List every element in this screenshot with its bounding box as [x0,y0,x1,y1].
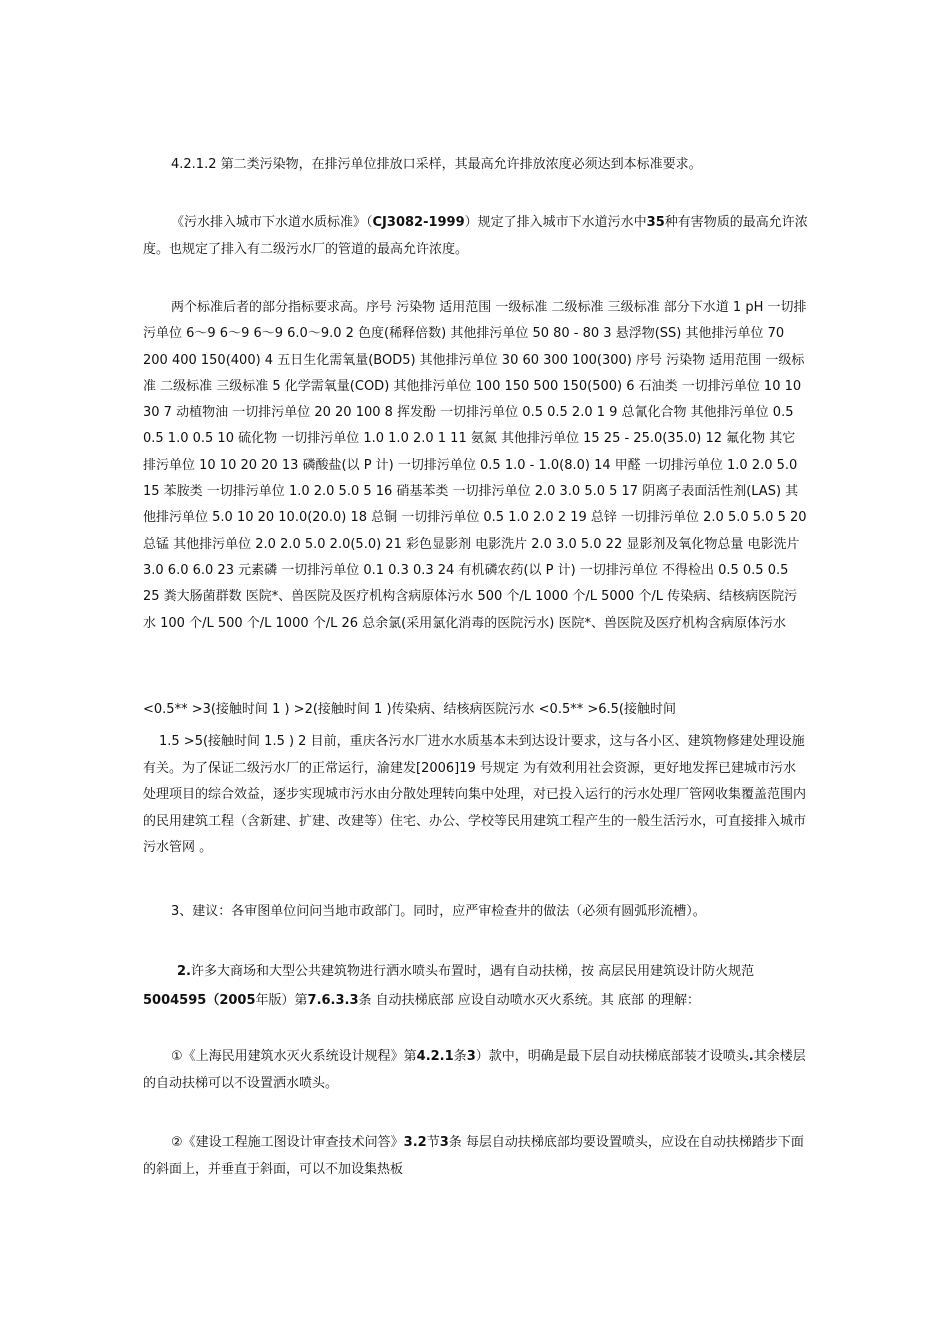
item-number: 3 [466,1049,476,1064]
punctuation: . [748,1049,754,1064]
paragraph-text: 4.2.1.2 第二类污染物，在排污单位排放口采样，其最高允许排放浓度必须达到本标准要求。 [171,157,702,172]
paragraph-text: 条 每层自动扶梯底部均要设置喷头，应设在自动扶梯踏步下面的斜面上，并垂直于斜面，可以不加设集热板 [143,1135,804,1177]
paragraph-text: 3、建议：各审图单位问问当地市政部门。同时，应严审检查井的做法（必须有圆弧形流槽）。 [171,904,706,919]
paragraph-text: 年版）第 [255,993,308,1008]
paragraph-standards-table-text [143,295,808,637]
paragraph-text: 目前，重庆各污水厂进水水质基本未到达设计要求，这与各小区、建筑物修建处理设施有关。为了保证二级污水厂的正常运行，渝建发[2006]19 号规定 为有效利用社会资源，更好地发挥已建城市污水处理项目的综合效益，逐步实现城市污水由分散处理转向集中处理，对已投入运行的污水处理厂管网收集覆盖范围内的民用建筑工程（含新建、扩建、改建等）住宅、办公、学校等民用建筑工程产生的一般生活污水，可直接排入城市污水管网 。 [143,734,807,855]
standard-code: CJ3082-1999 [372,215,465,230]
paragraph-text: <0.5** >3(接触时间 1 ) >2(接触时间 1 )传染病、结核病医院污水 <0.5** >6.5(接触时间 [143,702,676,717]
clause-number: 4.2.1 [416,1049,454,1064]
paragraph-4-2-1-2 [143,152,808,179]
code-year: 95（2005 [188,993,256,1008]
item-number: 2. [177,964,191,979]
paragraph-text: 1.5 >5(接触时间 1.5 ) 2 [159,734,307,749]
residual-chlorine-line [143,700,676,720]
section-number: 3.2 [403,1135,427,1150]
paragraph-text: 《污水排入城市下水道水质标准》（ [171,215,373,230]
paragraph-text: ①《上海民用建筑水灭火系统设计规程》第 [171,1049,417,1064]
code-number: 50045 [143,993,189,1008]
paragraph-text: 条 [453,1049,467,1064]
clause-number: 7.6.3.3 [307,993,359,1008]
paragraph-chongqing-wastewater [143,729,808,862]
paragraph-cj3082-standard [143,210,808,263]
paragraph-review-qa [143,1130,808,1183]
paragraph-text: ②《建设工程施工图设计审查技术问答》 [171,1135,404,1150]
paragraph-text: ）规定了排入城市下水道污水中 [464,215,647,230]
paragraph-text: 节 [426,1135,440,1150]
paragraph-text: 其余楼层的自动扶梯可以不设置洒水喷头。 [143,1049,806,1091]
paragraph-text: 种有害物质的最高允许浓度。也规定了排入有二级污水厂的管道的最高允许浓度。 [143,215,808,257]
paragraph-text: ）款中，明确是最下层自动扶梯底部装才设喷头 [475,1049,749,1064]
paragraph-text: 条 自动扶梯底部 应设自动喷水灭火系统。其 底部 的理解： [358,993,701,1008]
substance-count: 35 [646,215,665,230]
paragraph-shanghai-code [143,1044,808,1097]
paragraph-recommendation [143,899,808,926]
paragraph-escalator-sprinkler [143,957,808,1015]
paragraph-text: 两个标准后者的部分指标要求高。序号 污染物 适用范围 一级标准 二级标准 三级标准 部分下水道 1 pH 一切排污单位 6～9 6～9 6～9 6.0～9.0 2 色度(稀释倍数) 其他排污单位 50 80 - 80 3 悬浮物(SS) 其他排污单位 70 200 400 150(400) 4 五日生化需氧量(BOD5) 其他排污单位 30 60 300 100(300) 序号 污染物 适用范围 一级标准 二级标准 三级标准 5 化学需氧量(COD) 其他排污单位 100 150 500 150(500) 6 石油类 一切排污单位 10 10 30 7 动植物油 一切排污单位 20 20 100 8 挥发酚 一切排污单位 0.5 0.5 2.0 1 9 总氰化合物 其他排污单位 0.5 0.5 1.0 0.5 10 硫化物 一切排污单位 1.0 1.0 2.0 1 11 氨氮 其他排污单位 15 25 - 25.0(35.0) 12 氟化物 其它排污单位 10 10 20 20 13 磷酸盐(以 P 计) 一切排污单位 0.5 1.0 - 1.0(8.0) 14 甲醛 一切排污单位 1.0 2.0 5.0 15 苯胺类 一切排污单位 1.0 2.0 5.0 5 16 硝基苯类 一切排污单位 2.0 3.0 5.0 5 17 阴离子表面活性剂(LAS) 其他排污单位 5.0 10 20 10.0(20.0) 18 总铜 一切排污单位 0.5 1.0 2.0 2 19 总锌 一切排污单位 2.0 5.0 5.0 5 20 总锰 其他排污单位 2.0 2.0 5.0 2.0(5.0) 21 彩色显影剂 电影洗片 2.0 3.0 5.0 22 显影剂及氧化物总量 电影洗片 3.0 6.0 6.0 23 元素磷 一切排污单位 0.1 0.3 0.3 24 有机磷农药(以 P 计) 一切排污单位 不得检出 0.5 0.5 0.5 25 粪大肠菌群数 医院*、兽医院及医疗机构含病原体污水 500 个/L 1000 个/L 5000 个/L 传染病、结核病医院污水 100 个/L 500 个/L 1000 个/L 26 总余氯(采用氯化消毒的医院污水) 医院*、兽医院及医疗机构含病原体污水 [143,300,807,631]
paragraph-text: 许多大商场和大型公共建筑物进行洒水喷头布置时，遇有自动扶梯，按 高层民用建筑设计防火规范 [190,964,755,979]
item-number: 3 [439,1135,449,1150]
